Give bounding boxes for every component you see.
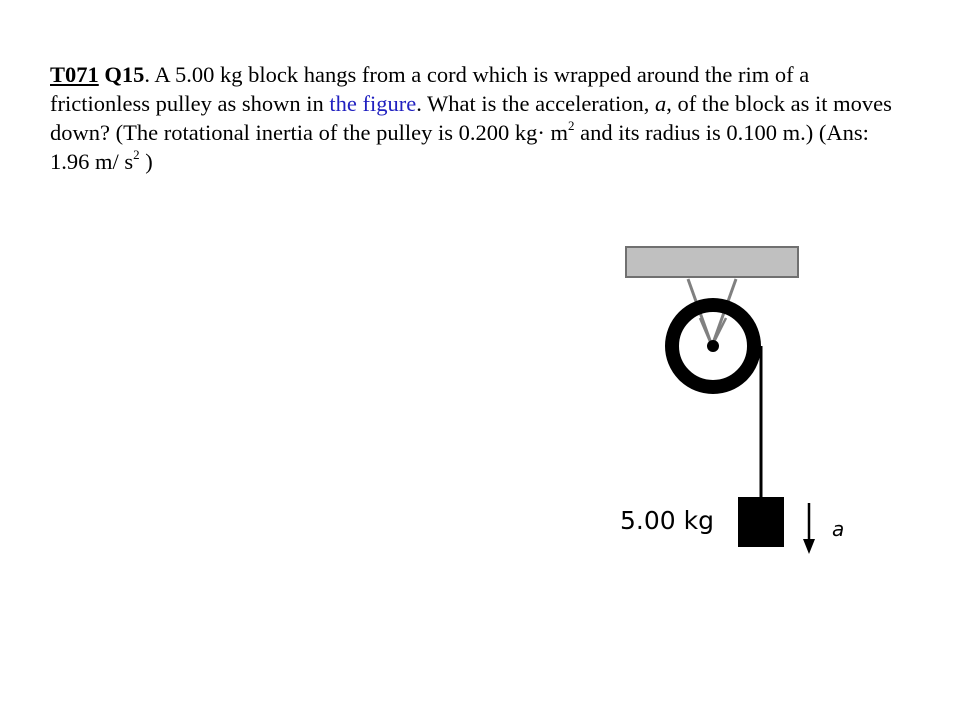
exponent-inertia: 2 (568, 118, 575, 133)
mass-label: 5.00 kg (620, 506, 714, 535)
acceleration-variable: a (655, 91, 667, 116)
acceleration-label: a (832, 517, 845, 541)
problem-text-4: and its radius is 0.100 m.) (Ans: 1.96 m/ s (50, 120, 869, 174)
exponent-answer: 2 (133, 147, 140, 162)
acceleration-arrow-head (803, 539, 815, 554)
question-number: Q15 (104, 62, 145, 87)
figure-link[interactable]: the figure (329, 91, 417, 116)
problem-code: T071 (50, 62, 99, 87)
problem-text-5: ) (139, 149, 153, 174)
ceiling-support (626, 247, 798, 277)
pulley-axle (707, 340, 719, 352)
problem-text-3: , of the block as it moves down? (The rotational inertia of the pulley is 0.200 kg· m (50, 91, 892, 145)
problem-text-1: . A 5.00 kg block hangs from a cord which is wrapped around the rim of a frictionless pulley as shown in (50, 62, 810, 116)
hanging-block (738, 497, 784, 547)
problem-text-2: . What is the acceleration, (416, 91, 656, 116)
